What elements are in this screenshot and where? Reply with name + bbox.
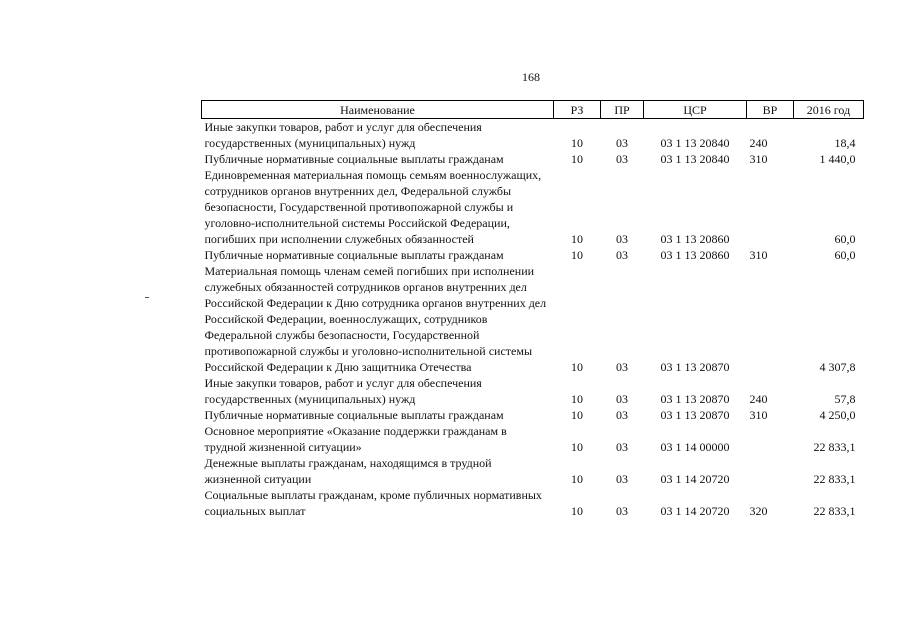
- row-name: Материальная помощь членам семей погибших при исполнении служебных обязанностей сотрудников органов внутренних дел Российской Федерации к Дню сотрудника органов внутренних дел Российской Федерации, военнослужащих, сотрудников Федеральной службы безопасности, Государственной противопожарной службы и уголовно-исполнительной системы Российской Федерации к Дню защитника Отечества: [204, 264, 547, 374]
- row-rz: 10: [571, 472, 583, 486]
- header-year: 2016 год: [794, 101, 864, 119]
- row-amount: 22 833,1: [813, 440, 856, 454]
- header-rz: РЗ: [554, 101, 601, 119]
- row-vr: 240: [749, 392, 768, 406]
- row-pr: 03: [616, 408, 628, 422]
- row-pr: 03: [616, 392, 628, 406]
- row-name: Социальные выплаты гражданам, кроме публичных нормативных социальных выплат: [204, 488, 542, 518]
- row-rz: 10: [571, 152, 583, 166]
- row-csr: 03 1 13 20840: [660, 136, 730, 150]
- row-pr: 03: [616, 472, 628, 486]
- table-row: [202, 407, 864, 423]
- table-row: [202, 247, 864, 263]
- budget-table: [201, 100, 864, 519]
- row-csr: 03 1 13 20870: [660, 392, 730, 406]
- row-name: Единовременная материальная помощь семьям военнослужащих, сотрудников органов внутренних дел, Федеральной службы безопасности, Государственной противопожарной службы и уголовно-исполнительной системы Российской Федерации, погибших при исполнении служебных обязанностей: [204, 168, 542, 246]
- table-row: [202, 151, 864, 167]
- header-vr: ВР: [747, 101, 794, 119]
- row-pr: 03: [616, 440, 628, 454]
- row-name: Основное мероприятие «Оказание поддержки гражданам в трудной жизненной ситуации»: [204, 424, 507, 454]
- row-pr: 03: [616, 232, 628, 246]
- table-row: [202, 423, 864, 455]
- row-amount: 22 833,1: [813, 472, 856, 486]
- row-pr: 03: [616, 248, 628, 262]
- row-amount: 18,4: [834, 136, 856, 150]
- margin-mark: [145, 297, 149, 298]
- row-csr: 03 1 13 20860: [660, 232, 730, 246]
- row-csr: 03 1 14 00000: [660, 440, 730, 454]
- table-row: [202, 487, 864, 519]
- row-vr: [747, 455, 794, 487]
- table-row: [202, 455, 864, 487]
- row-pr: 03: [616, 360, 628, 374]
- row-vr: 240: [749, 136, 768, 150]
- row-vr: 310: [749, 248, 768, 262]
- row-name: Денежные выплаты гражданам, находящимся в трудной жизненной ситуации: [204, 456, 492, 486]
- row-vr: [747, 167, 794, 247]
- row-vr: 320: [749, 504, 768, 518]
- row-rz: 10: [571, 392, 583, 406]
- header-name: Наименование: [202, 101, 554, 119]
- page-number: 168: [522, 70, 540, 84]
- row-vr: 310: [749, 152, 768, 166]
- row-amount: 1 440,0: [819, 152, 856, 166]
- row-amount: 57,8: [834, 392, 856, 406]
- row-pr: 03: [616, 152, 628, 166]
- row-rz: 10: [571, 440, 583, 454]
- row-pr: 03: [616, 136, 628, 150]
- row-name: Публичные нормативные социальные выплаты гражданам: [204, 408, 504, 422]
- table-row: [202, 167, 864, 247]
- row-csr: 03 1 13 20870: [660, 408, 730, 422]
- row-amount: 4 307,8: [819, 360, 856, 374]
- row-rz: 10: [571, 408, 583, 422]
- row-rz: 10: [571, 248, 583, 262]
- row-rz: 10: [571, 136, 583, 150]
- row-amount: 4 250,0: [819, 408, 856, 422]
- row-name: Публичные нормативные социальные выплаты гражданам: [204, 248, 504, 262]
- row-rz: 10: [571, 360, 583, 374]
- table-row: [202, 375, 864, 407]
- row-pr: 03: [616, 504, 628, 518]
- row-vr: [747, 423, 794, 455]
- table-header-row: [202, 101, 864, 119]
- row-csr: 03 1 13 20870: [660, 360, 730, 374]
- row-csr: 03 1 13 20860: [660, 248, 730, 262]
- row-vr: [747, 263, 794, 375]
- header-csr: ЦСР: [644, 101, 747, 119]
- row-amount: 22 833,1: [813, 504, 856, 518]
- row-name: Публичные нормативные социальные выплаты гражданам: [204, 152, 504, 166]
- row-amount: 60,0: [834, 232, 856, 246]
- row-csr: 03 1 14 20720: [660, 472, 730, 486]
- row-rz: 10: [571, 504, 583, 518]
- header-pr: ПР: [601, 101, 644, 119]
- row-amount: 60,0: [834, 248, 856, 262]
- row-csr: 03 1 14 20720: [660, 504, 730, 518]
- row-name: Иные закупки товаров, работ и услуг для обеспечения государственных (муниципальных) нужд: [204, 376, 482, 406]
- table-row: [202, 263, 864, 375]
- row-csr: 03 1 13 20840: [660, 152, 730, 166]
- row-vr: 310: [749, 408, 768, 422]
- row-name: Иные закупки товаров, работ и услуг для обеспечения государственных (муниципальных) нужд: [204, 120, 482, 150]
- table-row: [202, 119, 864, 152]
- row-rz: 10: [571, 232, 583, 246]
